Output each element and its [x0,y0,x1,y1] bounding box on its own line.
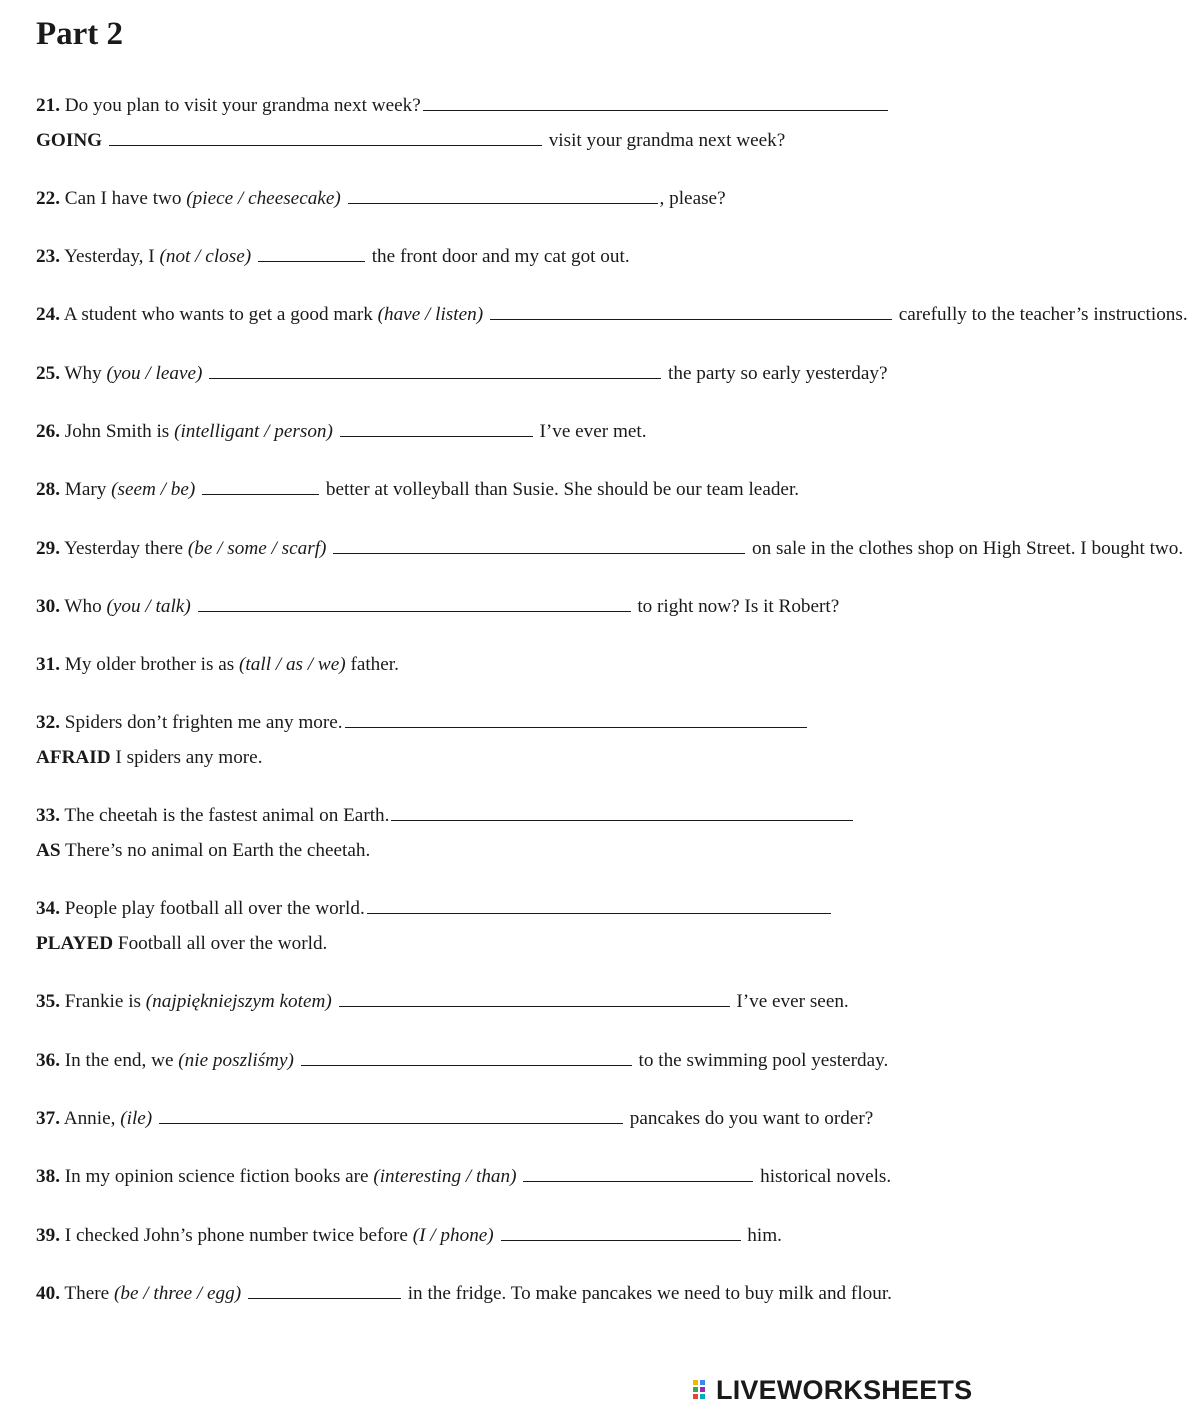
question-number: 40. [36,1283,60,1304]
exercise-line [36,187,726,211]
question-text-end: to the swimming pool yesterday. [633,1050,889,1071]
question-text: John Smith is [59,421,175,442]
question-number: 32. [36,712,60,733]
answer-blank[interactable] [333,550,745,554]
word-hint: (you / talk) [106,596,191,617]
question-text: Football [113,933,187,954]
liveworksheets-logo[interactable] [692,1377,972,1403]
answer-blank[interactable] [423,107,888,111]
question-text-end: the party so early yesterday? [663,363,888,384]
question-text: Mary [59,479,112,500]
answer-blank[interactable] [159,1120,623,1124]
answer-blank[interactable] [490,316,892,320]
question-text-end: to right now? Is it Robert? [632,596,840,617]
question-text-end: father. [350,654,399,675]
answer-blank[interactable] [367,910,831,914]
word-hint: (intelligant / person) [174,421,333,442]
word-hint: (be / three / egg) [113,1283,242,1304]
exercise-line [36,746,263,770]
question-text: There [59,1283,114,1304]
question-text-end: I’ve ever seen. [731,991,849,1012]
word-hint: (seem / be) [111,479,196,500]
question-text: Yesterday, I [59,246,160,267]
question-number: 28. [36,479,60,500]
question-number: 34. [36,898,60,919]
answer-blank[interactable] [248,1295,401,1299]
question-number: 33. [36,805,60,826]
question-number: 30. [36,596,60,617]
exercise-line [36,1107,873,1131]
word-hint: (najpiękniejszym kotem) [145,991,332,1012]
question-text: My older brother is as [59,654,240,675]
question-text: Can I have two [59,188,187,209]
logo-text: LIVEWORKSHEETS [716,1375,973,1405]
answer-blank[interactable] [258,258,365,262]
answer-blank[interactable] [301,1062,632,1066]
question-text-end: visit your grandma next week? [543,130,786,151]
exercise-line [36,1282,892,1306]
question-number: 35. [36,991,60,1012]
question-text: I [110,747,127,768]
exercise-line [36,1049,888,1073]
question-text-end: pancakes do you want to order? [624,1108,874,1129]
word-hint: (ile) [120,1108,153,1129]
question-text: There’s no animal on Earth [60,840,279,861]
exercise-line [36,537,1183,561]
word-hint: (tall / as / we) [239,654,346,675]
question-number: 26. [36,421,60,442]
exercise-line [36,595,839,619]
exercise-line [36,478,799,502]
question-text: In my opinion science fiction books are [59,1166,374,1187]
answer-blank[interactable] [209,375,661,379]
question-text: Frankie is [59,991,146,1012]
question-number: 24. [36,304,60,325]
exercise-line [36,303,1188,327]
word-hint: (interesting / than) [373,1166,517,1187]
word-hint: (you / leave) [106,363,203,384]
question-text: Do you plan to visit your grandma next week? [59,95,421,116]
question-text: Annie, [59,1108,121,1129]
question-number: 21. [36,95,60,116]
question-text-end: I’ve ever met. [534,421,647,442]
exercise-line [36,362,888,386]
question-text-end: him. [742,1225,782,1246]
question-number: 38. [36,1166,60,1187]
answer-blank[interactable] [109,142,542,146]
exercise-line [36,420,647,444]
page-title: Part 2 [36,16,124,52]
question-text-end: the cheetah. [278,840,371,861]
question-number: 25. [36,363,60,384]
question-text-end: all over the world. [186,933,328,954]
answer-blank[interactable] [348,200,658,204]
answer-blank[interactable] [202,491,319,495]
exercise-line [36,129,785,153]
question-text-end: in the fridge. To make pancakes we need to buy milk and flour. [402,1283,892,1304]
question-number: 29. [36,538,60,559]
question-text: Who [59,596,107,617]
question-text: A student who wants to get a good mark [59,304,378,325]
answer-blank[interactable] [523,1178,753,1182]
exercise-line [36,990,849,1014]
exercise-line [36,94,890,118]
question-text: Why [59,363,107,384]
question-text-end: , please? [659,188,726,209]
exercise-line [36,897,833,921]
exercise-line [36,804,855,828]
question-text-end: better at volleyball than Susie. She should be our team leader. [321,479,800,500]
question-number: 22. [36,188,60,209]
key-word: GOING [36,130,103,151]
key-word: AS [36,840,61,861]
question-number: 31. [36,654,60,675]
question-text [102,130,107,151]
exercise-line [36,839,370,863]
exercise-line [36,653,399,677]
question-text-end: historical novels. [755,1166,892,1187]
question-text: In the end, we [59,1050,179,1071]
question-text-end: the front door and my cat got out. [366,246,630,267]
answer-blank[interactable] [391,817,853,821]
liveworksheets-logo-icon [692,1378,714,1402]
word-hint: (I / phone) [412,1225,494,1246]
answer-blank[interactable] [339,1003,730,1007]
word-hint: (piece / cheesecake) [186,188,341,209]
question-text-end: carefully to the teacher’s instructions. [893,304,1188,325]
question-number: 37. [36,1108,60,1129]
question-text: Yesterday there [59,538,188,559]
key-word: PLAYED [36,933,114,954]
question-text-end: spiders any more. [126,747,263,768]
exercise-line [36,245,630,269]
question-text: I checked John’s phone number twice before [59,1225,413,1246]
answer-blank[interactable] [501,1237,741,1241]
answer-blank[interactable] [198,608,631,612]
word-hint: (not / close) [159,246,252,267]
question-text: People play football all over the world. [59,898,365,919]
question-number: 39. [36,1225,60,1246]
exercise-line [36,932,327,956]
word-hint: (nie poszliśmy) [178,1050,294,1071]
word-hint: (have / listen) [377,304,484,325]
question-text: Spiders don’t frighten me any more. [59,712,343,733]
exercise-line [36,1224,782,1248]
question-number: 23. [36,246,60,267]
answer-blank[interactable] [340,433,533,437]
question-number: 36. [36,1050,60,1071]
answer-blank[interactable] [345,724,807,728]
question-text: The cheetah is the fastest animal on Earth. [59,805,390,826]
question-text-end: on sale in the clothes shop on High Street. I bought two. [747,538,1184,559]
exercise-line [36,1165,891,1189]
key-word: AFRAID [36,747,111,768]
word-hint: (be / some / scarf) [187,538,327,559]
exercise-line [36,711,809,735]
